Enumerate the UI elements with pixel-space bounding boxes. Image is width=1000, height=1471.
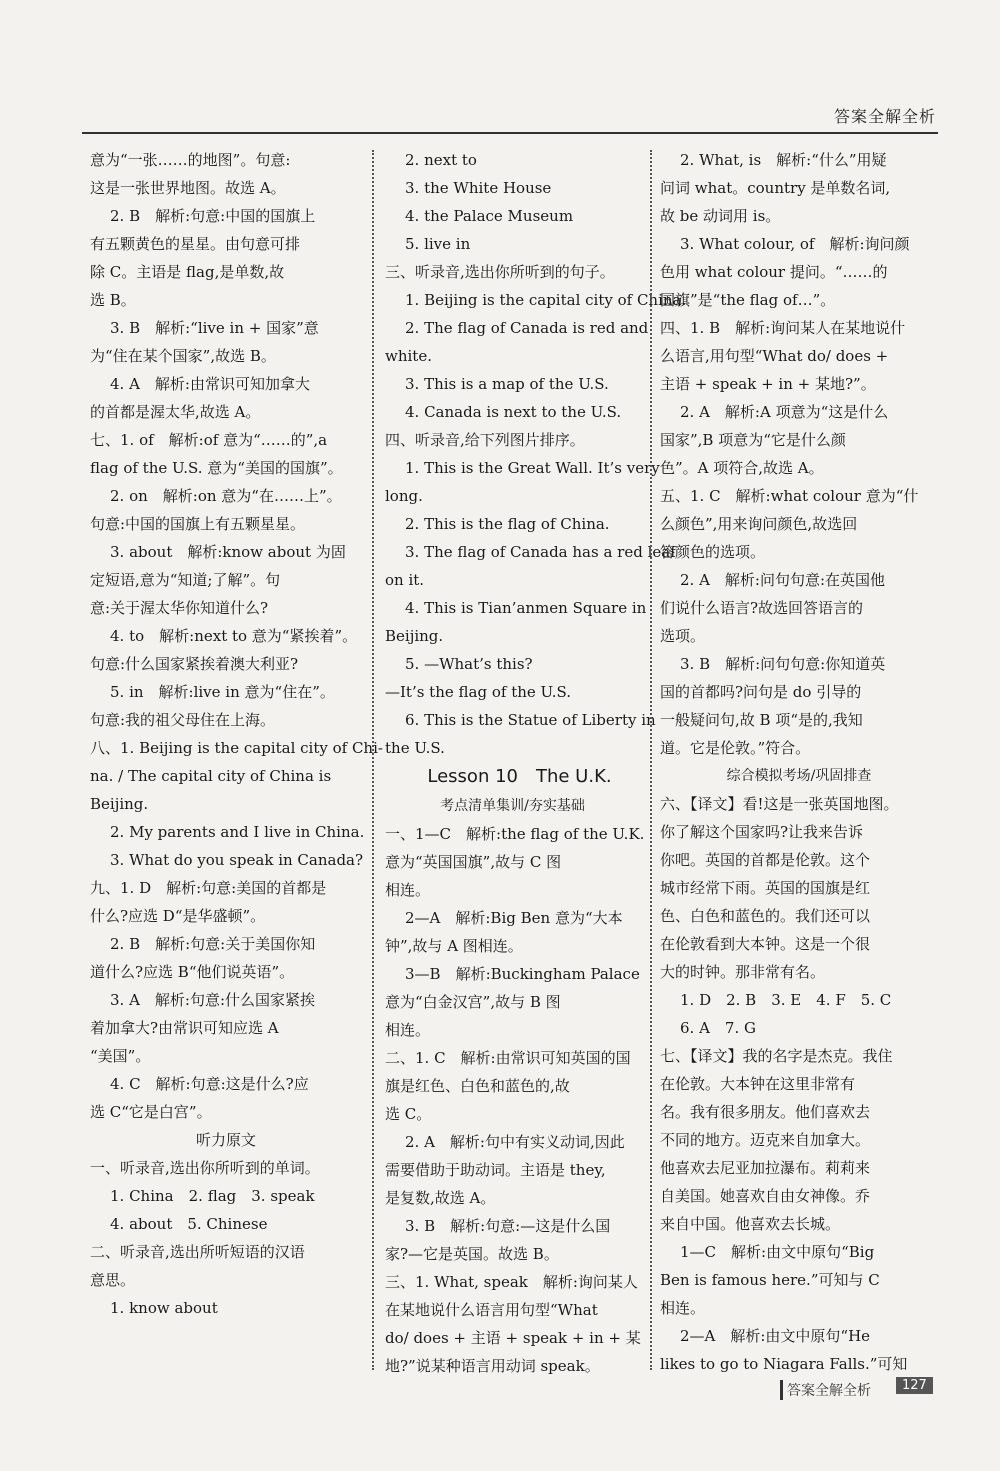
text-line: 问词 what。country 是单数名词, <box>660 179 891 197</box>
text-line: 意为“白金汉宫”,故与 B 图 <box>385 993 561 1011</box>
text-line: 5. —What’s this? <box>405 655 533 673</box>
text-line: the U.S. <box>385 739 445 757</box>
text-line: 们说什么语言?故选回答语言的 <box>660 599 864 617</box>
text-line: white. <box>385 347 432 365</box>
text-line: 城市经常下雨。英国的国旗是红 <box>660 879 871 897</box>
text-line: 来自中国。他喜欢去长城。 <box>660 1215 841 1233</box>
text-line: 2. The flag of Canada is red and <box>405 319 649 337</box>
text-line: 6. A 7. G <box>680 1019 756 1037</box>
text-line: 3—B 解析:Buckingham Palace <box>405 965 640 983</box>
text-line: 3. What colour, of 解析:询问颜 <box>680 235 910 253</box>
text-line: 三、听录音,选出你所听到的句子。 <box>385 263 615 281</box>
text-line: 2. on 解析:on 意为“在……上”。 <box>110 487 342 505</box>
text-line: 意为“英国国旗”,故与 C 图 <box>385 853 562 871</box>
column-divider <box>650 150 652 1370</box>
text-line: on it. <box>385 571 425 589</box>
text-line: 三、1. What, speak 解析:询问某人 <box>385 1273 638 1291</box>
text-line: 相连。 <box>660 1299 706 1317</box>
text-line: 地?”说某种语言用动词 speak。 <box>385 1357 600 1375</box>
text-line: 一、1—C 解析:the flag of the U.K. <box>385 825 645 843</box>
text-line: 故 be 动词用 is。 <box>660 207 781 225</box>
text-line: 3. The flag of Canada has a red leaf <box>405 543 676 561</box>
text-line: 1. D 2. B 3. E 4. F 5. C <box>680 991 892 1009</box>
text-line: 名。我有很多朋友。他们喜欢去 <box>660 1103 871 1121</box>
text-line: 2—A 解析:由文中原句“He <box>680 1327 871 1345</box>
text-line: 道什么?应选 B“他们说英语”。 <box>90 963 295 981</box>
text-line: 在伦敦。大本钟在这里非常有 <box>660 1075 856 1093</box>
text-line: 国旗”是“the flag of…”。 <box>660 291 836 309</box>
text-line: 1—C 解析:由文中原句“Big <box>680 1243 875 1261</box>
text-line: 色、白色和蓝色的。我们还可以 <box>660 907 871 925</box>
text-line: 3. B 解析:“live in + 国家”意 <box>110 319 319 337</box>
text-line: 3. B 解析:句意:—这是什么国 <box>405 1217 611 1235</box>
text-line: 九、1. D 解析:句意:美国的首都是 <box>90 879 327 897</box>
text-line: 2. A 解析:句中有实义动词,因此 <box>405 1133 625 1151</box>
text-line: 4. This is Tian’anmen Square in <box>405 599 647 617</box>
text-line: 主语 + speak + in + 某地?”。 <box>660 375 876 393</box>
text-line: 是复数,故选 A。 <box>385 1189 496 1207</box>
text-line: 6. This is the Statue of Liberty in <box>405 711 656 729</box>
text-line: 选 C“它是白宫”。 <box>90 1103 212 1121</box>
text-line: 意为“一张……的地图”。句意: <box>90 151 291 169</box>
text-line: 1. know about <box>110 1299 218 1317</box>
text-line: 意:关于渥太华你知道什么? <box>90 599 269 617</box>
text-line: 综合模拟考场/巩固排查 <box>726 768 872 784</box>
text-line: 3. What do you speak in Canada? <box>110 851 364 869</box>
text-line: 六、【译文】看!这是一张英国地图。 <box>660 795 899 813</box>
text-line: 家?—它是英国。故选 B。 <box>385 1245 559 1263</box>
text-line: 七、【译文】我的名字是杰克。我住 <box>660 1047 893 1065</box>
text-line: 2—A 解析:Big Ben 意为“大本 <box>405 909 623 927</box>
text-line: 你吧。英国的首都是伦敦。这个 <box>660 851 871 869</box>
text-line: 他喜欢去尼亚加拉瀑布。莉莉来 <box>660 1159 871 1177</box>
text-line: 考点清单集训/夯实基础 <box>440 798 585 814</box>
text-line: 2. B 解析:句意:关于美国你知 <box>110 935 316 953</box>
text-line: 么颜色”,用来询问颜色,故选回 <box>660 515 858 533</box>
text-line: 2. What, is 解析:“什么”用疑 <box>680 151 887 169</box>
text-line: 相连。 <box>385 881 431 899</box>
page-footer-label: 答案全解全析 <box>780 1380 871 1400</box>
text-line: 的首都是渥太华,故选 A。 <box>90 403 261 421</box>
text-line: 5. in 解析:live in 意为“住在”。 <box>110 683 335 701</box>
text-line: long. <box>385 487 423 505</box>
text-line: 3. A 解析:句意:什么国家紧挨 <box>110 991 316 1009</box>
text-line: 定短语,意为“知道;了解”。句 <box>90 571 281 589</box>
text-line: 钟”,故与 A 图相连。 <box>385 937 523 955</box>
text-line: 国的首都吗?问句是 do 引导的 <box>660 683 862 701</box>
text-line: Beijing. <box>90 795 149 813</box>
text-line: 句意:我的祖父母住在上海。 <box>90 711 276 729</box>
text-line: Lesson 10 The U.K. <box>427 766 612 787</box>
text-line: 么语言,用句型“What do/ does + <box>660 347 889 365</box>
text-line: 3. the White House <box>405 179 552 197</box>
text-line: 国家”,B 项意为“它是什么颜 <box>660 431 846 449</box>
text-line: do/ does + 主语 + speak + in + 某 <box>385 1329 641 1347</box>
text-line: 1. China 2. flag 3. speak <box>110 1187 315 1205</box>
text-line: Ben is famous here.”可知与 C <box>660 1271 880 1289</box>
text-line: 相连。 <box>385 1021 431 1039</box>
text-line: 1. Beijing is the capital city of China. <box>405 291 687 309</box>
text-line: 4. to 解析:next to 意为“紧挨着”。 <box>110 627 358 645</box>
page-header-title: 答案全解全析 <box>833 107 936 126</box>
text-line: 为“住在某个国家”,故选 B。 <box>90 347 276 365</box>
answer-column-3 <box>660 146 938 1378</box>
text-line: 四、听录音,给下列图片排序。 <box>385 431 585 449</box>
answer-column-1 <box>90 146 383 1322</box>
text-line: 大的时钟。那非常有名。 <box>660 963 826 981</box>
text-line: 4. A 解析:由常识可知加拿大 <box>110 375 310 393</box>
text-line: Beijing. <box>385 627 444 645</box>
text-line: 3. B 解析:问句句意:你知道英 <box>680 655 886 673</box>
text-line: 二、1. C 解析:由常识可知英国的国 <box>385 1049 631 1067</box>
text-line: 3. about 解析:know about 为固 <box>110 543 346 561</box>
text-line: 七、1. of 解析:of 意为“……的”,a <box>90 431 328 449</box>
text-line: 2. B 解析:句意:中国的国旗上 <box>110 207 316 225</box>
text-line: 4. C 解析:句意:这是什么?应 <box>110 1075 309 1093</box>
text-line: 在伦敦看到大本钟。这是一个很 <box>660 935 871 953</box>
text-line: 色”。A 项符合,故选 A。 <box>660 459 824 477</box>
text-line: 除 C。主语是 flag,是单数,故 <box>90 263 285 281</box>
text-line: 意思。 <box>90 1271 136 1289</box>
text-line: 五、1. C 解析:what colour 意为“什 <box>660 487 919 505</box>
text-line: na. / The capital city of China is <box>90 767 332 785</box>
text-line: 道。它是伦敦。”符合。 <box>660 739 811 757</box>
text-line: 句意:中国的国旗上有五颗星星。 <box>90 515 306 533</box>
column-divider <box>372 150 374 1370</box>
text-line: 5. live in <box>405 235 471 253</box>
text-line: 1. This is the Great Wall. It’s very <box>405 459 660 477</box>
text-line: 2. A 解析:问句句意:在英国他 <box>680 571 886 589</box>
text-line: 这是一张世界地图。故选 A。 <box>90 179 286 197</box>
header-rule <box>82 132 938 134</box>
text-line: 2. This is the flag of China. <box>405 515 610 533</box>
text-line: 2. next to <box>405 151 477 169</box>
text-line: 你了解这个国家吗?让我来告诉 <box>660 823 864 841</box>
text-line: 4. the Palace Museum <box>405 207 574 225</box>
text-line: 4. Canada is next to the U.S. <box>405 403 622 421</box>
text-line: 二、听录音,选出所听短语的汉语 <box>90 1243 305 1261</box>
text-line: 3. This is a map of the U.S. <box>405 375 609 393</box>
text-line: “美国”。 <box>90 1047 151 1065</box>
text-line: 句意:什么国家紧挨着澳大利亚? <box>90 655 299 673</box>
text-line: flag of the U.S. 意为“美国的国旗”。 <box>90 459 343 477</box>
text-line: 着加拿大?由常识可知应选 A <box>90 1019 279 1037</box>
text-line: 选 C。 <box>385 1105 432 1123</box>
text-line: 听力原文 <box>195 1131 256 1149</box>
text-line: 选 B。 <box>90 291 136 309</box>
text-line: 什么?应选 D“是华盛顿”。 <box>90 907 266 925</box>
text-line: 自美国。她喜欢自由女神像。乔 <box>660 1187 871 1205</box>
text-line: 色用 what colour 提问。“……的 <box>660 263 888 281</box>
text-line: 需要借助于助动词。主语是 they, <box>385 1161 606 1179</box>
text-line: 2. My parents and I live in China. <box>110 823 365 841</box>
text-line: 八、1. Beijing is the capital city of Chi- <box>90 739 383 757</box>
text-line: 有五颗黄色的星星。由句意可排 <box>90 235 301 253</box>
text-line: 选项。 <box>660 627 706 645</box>
text-line: likes to go to Niagara Falls.”可知 <box>660 1355 908 1373</box>
text-line: 一般疑问句,故 B 项“是的,我知 <box>660 711 863 729</box>
text-line: 在某地说什么语言用句型“What <box>385 1301 598 1319</box>
text-line: 一、听录音,选出你所听到的单词。 <box>90 1159 320 1177</box>
text-line: 2. A 解析:A 项意为“这是什么 <box>680 403 889 421</box>
text-line: 4. about 5. Chinese <box>110 1215 268 1233</box>
text-line: 旗是红色、白色和蓝色的,故 <box>385 1077 570 1095</box>
page-number: 127 <box>896 1377 933 1394</box>
text-line: 不同的地方。迈克来自加拿大。 <box>660 1131 871 1149</box>
text-line: 答颜色的选项。 <box>660 543 766 561</box>
text-line: —It’s the flag of the U.S. <box>385 683 572 701</box>
text-line: 四、1. B 解析:询问某人在某地说什 <box>660 319 906 337</box>
